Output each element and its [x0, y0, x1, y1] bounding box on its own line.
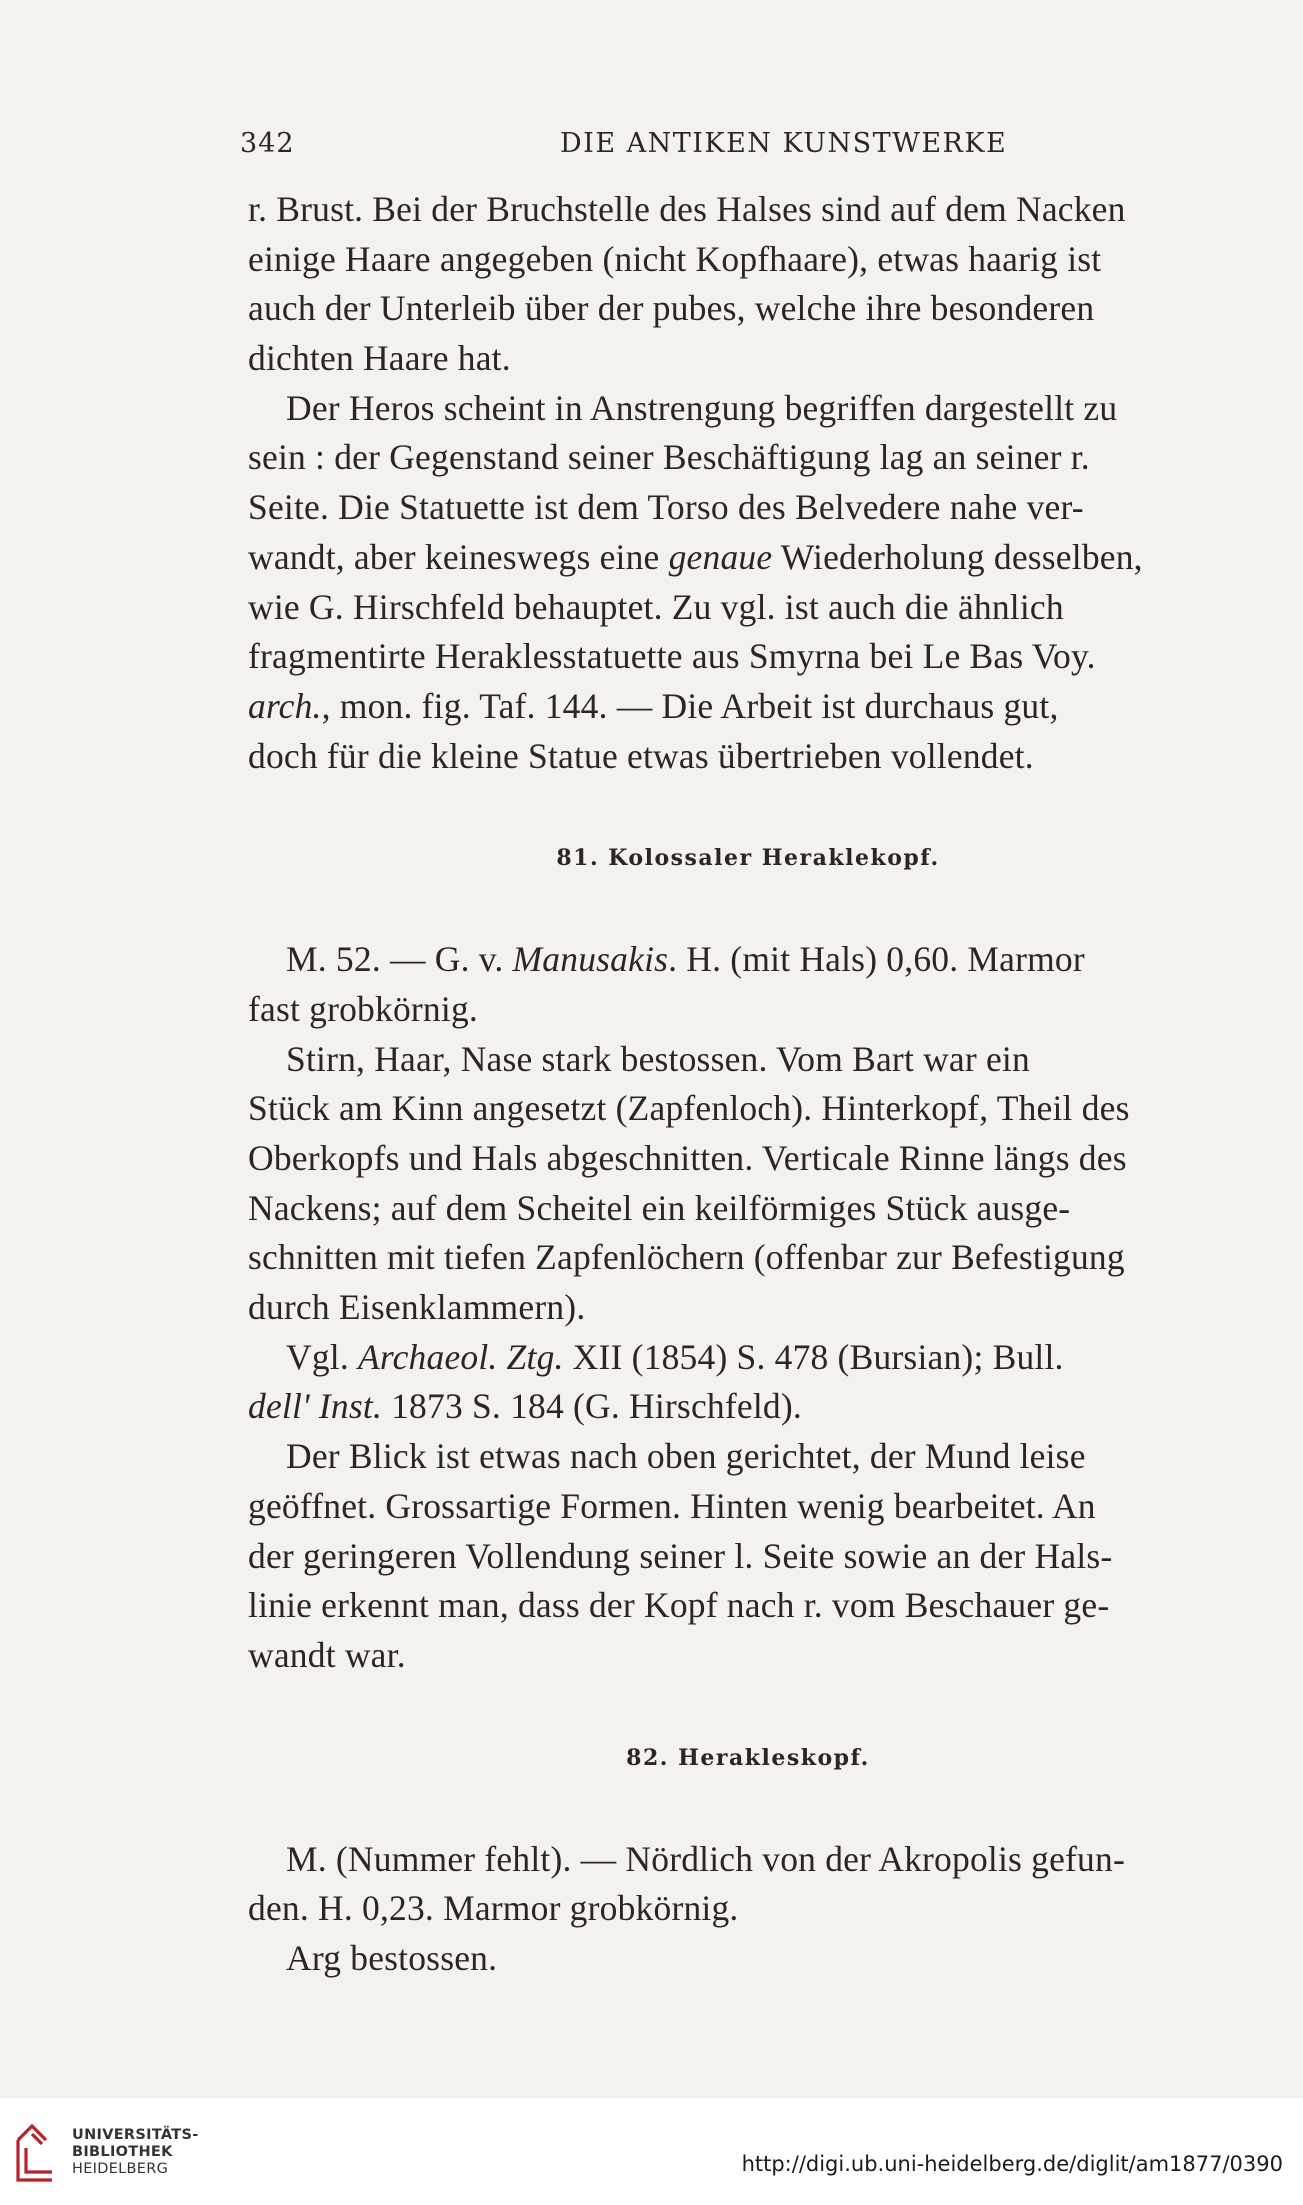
text-line: fast grobkörnig.: [248, 988, 478, 1029]
body-text: [248, 185, 1218, 1984]
text-line: Stirn, Haar, Nase stark bestossen. Vom Bart war ein: [286, 1038, 1030, 1079]
page-number: 342: [240, 128, 295, 159]
text-line: doch für die kleine Statue etwas übertrieben vollendet.: [248, 735, 1034, 776]
text-line: der geringeren Vollendung seiner l. Seite sowie an der Hals-: [248, 1535, 1113, 1576]
italic-run: arch.: [248, 685, 322, 726]
library-line: BIBLIOTHEK: [72, 2144, 173, 2160]
section-heading-81: 81. Kolossaler Heraklekopf.: [556, 845, 940, 872]
text-line: linie erkennt man, dass der Kopf nach r. vom Beschauer ge-: [248, 1585, 1110, 1626]
text-line: den. H. 0,23. Marmor grobkörnig.: [248, 1888, 739, 1929]
library-line: UNIVERSITÄTS-: [72, 2127, 199, 2143]
text-line: [248, 682, 1218, 732]
text-run: . H. (mit Hals) 0,60. Marmor: [668, 939, 1085, 980]
library-logo-icon: [12, 2120, 58, 2190]
running-head: [240, 128, 1240, 168]
italic-run: dell' Inst.: [248, 1386, 383, 1427]
text-line: [248, 1382, 1218, 1432]
text-line: Stück am Kinn angesetzt (Zapfenloch). Hinterkopf, Theil des: [248, 1088, 1130, 1129]
text-run: wandt, aber keineswegs eine: [248, 536, 669, 577]
library-name: [72, 2127, 199, 2178]
text-line: Nackens; auf dem Scheitel ein keilförmiges Stück ausge-: [248, 1187, 1071, 1228]
text-run: M. 52. — G. v.: [286, 939, 513, 980]
italic-run: Manusakis: [512, 939, 669, 980]
text-line: r. Brust. Bei der Bruchstelle des Halses sind auf dem Nacken: [248, 189, 1126, 229]
text-line: sein : der Gegenstand seiner Beschäftigung lag an seiner r.: [248, 437, 1090, 478]
text-line: fragmentirte Heraklesstatuette aus Smyrna bei Le Bas Voy.: [248, 636, 1096, 677]
text-line: Der Heros scheint in Anstrengung begriffen dargestellt zu: [286, 387, 1118, 428]
text-run: Vgl.: [286, 1336, 358, 1377]
text-line: [248, 935, 1218, 985]
text-line: wie G. Hirschfeld behauptet. Zu vgl. ist auch die ähnlich: [248, 586, 1064, 627]
text-line: wandt war.: [248, 1634, 406, 1675]
text-line: einige Haare angegeben (nicht Kopfhaare), etwas haarig ist: [248, 238, 1102, 279]
text-line: [248, 1333, 1218, 1383]
text-line: durch Eisenklammern).: [248, 1287, 586, 1328]
section-heading-82: 82. Herakleskopf.: [626, 1744, 870, 1771]
italic-run: Archaeol. Ztg.: [358, 1336, 564, 1377]
text-line: Arg bestossen.: [286, 1937, 498, 1978]
text-line: geöffnet. Grossartige Formen. Hinten wenig bearbeitet. An: [248, 1485, 1096, 1526]
text-run: XII (1854) S. 478 (Bursian); Bull.: [563, 1336, 1064, 1377]
text-line: schnitten mit tiefen Zapfenlöchern (offenbar zur Befestigung: [248, 1237, 1125, 1278]
source-url-link[interactable]: http://digi.ub.uni-heidelberg.de/diglit/am1877/0390: [741, 2152, 1283, 2176]
text-line: Seite. Die Statuette ist dem Torso des Belvedere nahe ver-: [248, 487, 1084, 528]
text-run: 1873 S. 184 (G. Hirschfeld).: [382, 1386, 802, 1427]
text-line: [248, 533, 1218, 583]
text-run: , mon. fig. Taf. 144. — Die Arbeit ist durchaus gut,: [321, 685, 1059, 726]
library-line: HEIDELBERG: [72, 2161, 169, 2177]
italic-run: genaue: [668, 536, 773, 577]
text-line: dichten Haare hat.: [248, 338, 511, 379]
text-line: M. (Nummer fehlt). — Nördlich von der Akropolis gefun-: [286, 1838, 1125, 1879]
text-line: Der Blick ist etwas nach oben gerichtet, der Mund leise: [286, 1436, 1086, 1477]
text-line: auch der Unterleib über der pubes, welche ihre besonderen: [248, 288, 1095, 329]
text-run: Wiederholung desselben,: [772, 536, 1143, 577]
running-title: DIE ANTIKEN KUNSTWERKE: [560, 128, 1008, 159]
text-line: Oberkopfs und Hals abgeschnitten. Verticale Rinne längs des: [248, 1138, 1127, 1178]
